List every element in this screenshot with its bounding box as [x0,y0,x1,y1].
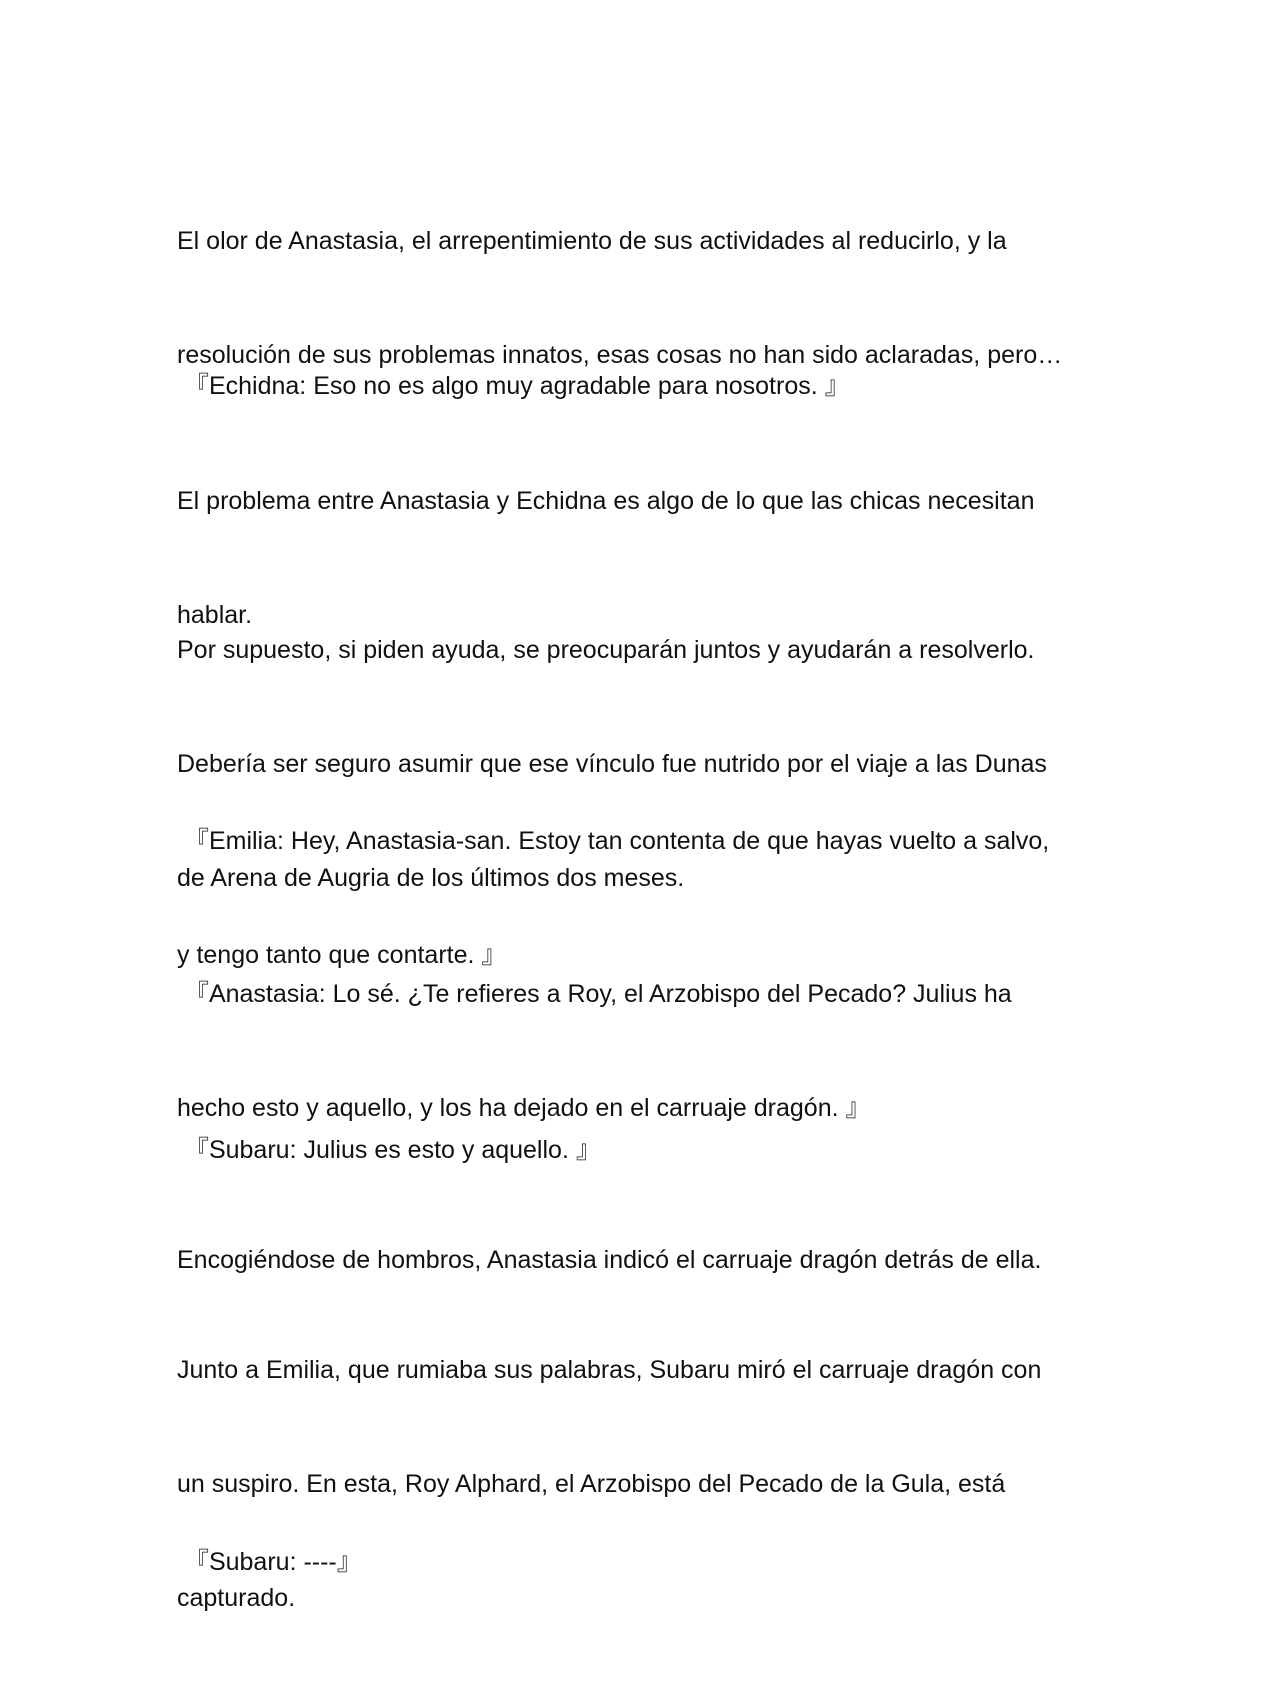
text-line: Junto a Emilia, que rumiaba sus palabras, Subaru miró el carruaje dragón con [177,1356,1042,1384]
text-line: 『Emilia: Hey, Anastasia-san. Estoy tan contenta de que hayas vuelto a salvo, [177,827,1050,855]
text-line: Encogiéndose de hombros, Anastasia indicó el carruaje dragón detrás de ella. [177,1246,1042,1274]
text-line: 『Echidna: Eso no es algo muy agradable para nosotros. 』 [177,372,850,400]
text-line: 『Subaru: Julius es esto y aquello. 』 [177,1136,601,1164]
text-line: hecho esto y aquello, y los ha dejado en el carruaje dragón. 』 [177,1094,871,1122]
text-line: de Arena de Augria de los últimos dos meses. [177,864,685,892]
text-line: y tengo tanto que contarte. 』 [177,941,507,969]
paragraph-dialogue [177,1467,1112,1657]
text-line: El olor de Anastasia, el arrepentimiento de sus actividades al reducirlo, y la [177,227,1007,255]
text-line: Por supuesto, si piden ayuda, se preocuparán juntos y ayudarán a resolverlo. [177,636,1035,664]
text-line: resolución de sus problemas innatos, esas cosas no han sido aclaradas, pero… [177,341,1063,369]
text-line: El problema entre Anastasia y Echidna es algo de lo que las chicas necesitan [177,487,1035,515]
text-line: Debería ser seguro asumir que ese vínculo fue nutrido por el viaje a las Dunas [177,750,1047,778]
text-line: hablar. [177,601,253,629]
text-line: capturado. [177,1584,296,1612]
text-line: 『Subaru: ----』 [177,1548,362,1576]
text-line: un suspiro. En esta, Roy Alphard, el Arzobispo del Pecado de la Gula, está [177,1470,1006,1498]
text-line: 『Anastasia: Lo sé. ¿Te refieres a Roy, el Arzobispo del Pecado? Julius ha [177,980,1012,1008]
